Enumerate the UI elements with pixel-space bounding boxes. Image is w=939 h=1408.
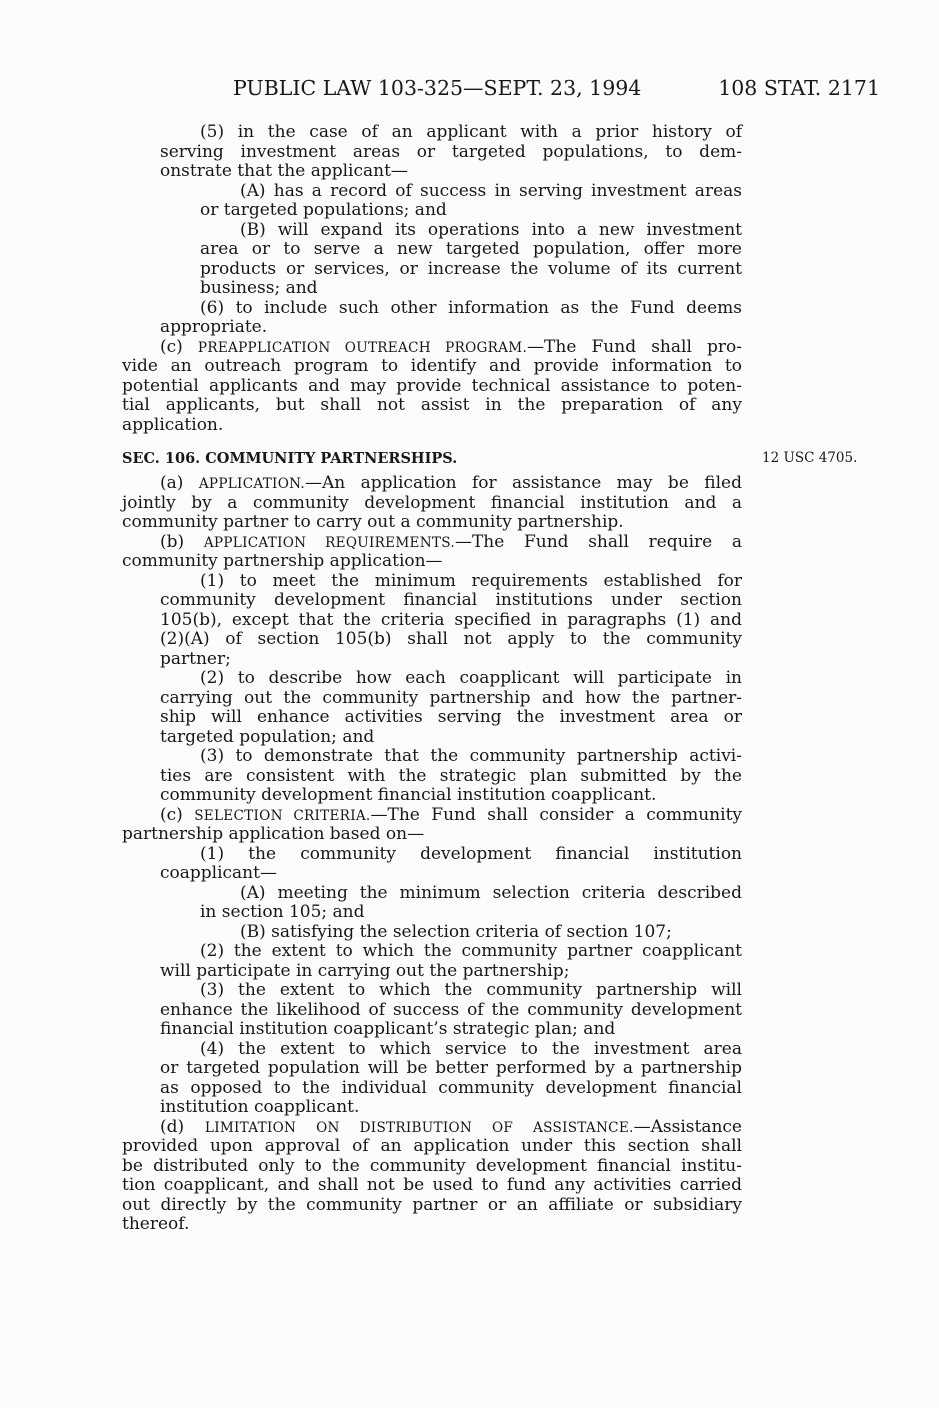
text-run: —Assistance [633, 1116, 742, 1137]
text-line: provided upon approval of an application under this section shall [122, 1136, 742, 1157]
subsection-number: (d) [160, 1116, 185, 1137]
text-run: —An application for assistance may be filed [305, 473, 743, 494]
text-line: thereof. [122, 1214, 190, 1235]
text-line: (4) the extent to which service to the investment area [200, 1038, 742, 1059]
text-line: (1) the community development financial institution [200, 843, 742, 864]
text-line: out directly by the community partner or an affiliate or subsidiary [122, 1194, 742, 1215]
text-line: business; and [200, 278, 318, 298]
text-line: be distributed only to the community development financial institu- [122, 1155, 742, 1176]
text-line: serving investment areas or targeted populations, to dem- [160, 141, 742, 162]
margin-note-usc-citation: 12 USC 4705. [762, 450, 858, 466]
text-line: application. [122, 414, 224, 435]
text-line: will participate in carrying out the partnership; [160, 960, 570, 981]
text-line: (B) will expand its operations into a new investment [240, 219, 742, 240]
text-line: partner; [160, 648, 231, 669]
subsection-number: (c) [160, 804, 183, 825]
text-line: partnership application based on— [122, 824, 425, 845]
text-line: coapplicant— [160, 863, 277, 884]
running-header-page-citation: 108 STAT. 2171 [718, 76, 880, 100]
text-line [122, 533, 742, 553]
text-line: appropriate. [160, 317, 268, 337]
text-line: 105(b), except that the criteria specified in paragraphs (1) and [160, 609, 742, 630]
text-line: in section 105; and [200, 902, 365, 923]
subsection-heading: PREAPPLICATION OUTREACH PROGRAM. [197, 339, 528, 356]
text-line: or targeted populations; and [200, 200, 447, 220]
text-line: financial institution coapplicant’s strategic plan; and [160, 1019, 616, 1040]
text-line [122, 474, 742, 494]
text-line: potential applicants and may provide technical assistance to poten- [122, 375, 742, 396]
section-heading: SEC. 106. COMMUNITY PARTNERSHIPS. [122, 450, 458, 468]
body-text [122, 123, 742, 1235]
running-header-title: PUBLIC LAW 103-325—SEPT. 23, 1994 [233, 76, 642, 100]
subsection-number: (b) [160, 531, 185, 552]
text-line [122, 338, 742, 358]
text-line: area or to serve a new targeted population, offer more [200, 239, 742, 259]
subsection-number: (a) [160, 473, 184, 494]
text-line: (5) in the case of an applicant with a prior history of [200, 122, 742, 142]
text-line: tion coapplicant, and shall not be used to fund any activities carried [122, 1175, 742, 1196]
text-line: (6) to include such other information as the Fund deems [200, 297, 742, 318]
text-line: (2) to describe how each coapplicant will participate in [200, 668, 742, 689]
text-line: jointly by a community development financial institution and a [122, 492, 742, 513]
text-line: products or services, or increase the volume of its current [200, 258, 742, 279]
text-line: (A) meeting the minimum selection criteria described [240, 882, 742, 903]
subsection-heading: LIMITATION ON DISTRIBUTION OF ASSISTANCE. [204, 1119, 634, 1136]
text-line: ship will enhance activities serving the investment area or [160, 707, 742, 728]
subsection-heading: APPLICATION REQUIREMENTS. [203, 534, 455, 551]
text-line: carrying out the community partnership and how the partner- [160, 687, 742, 708]
text-line: as opposed to the individual community development financial [160, 1077, 742, 1098]
text-line: (B) satisfying the selection criteria of section 107; [240, 921, 672, 942]
text-run: —The Fund shall require a [454, 531, 743, 552]
text-line: tial applicants, but shall not assist in the preparation of any [122, 395, 742, 415]
text-line [122, 1118, 742, 1138]
text-line: (2) the extent to which the community partner coapplicant [200, 941, 742, 962]
text-line: vide an outreach program to identify and provide information to [122, 356, 742, 376]
text-line [122, 806, 742, 826]
text-line: or targeted population will be better performed by a partnership [160, 1058, 742, 1079]
text-run: —The Fund shall consider a community [370, 804, 742, 825]
text-line: community partnership application— [122, 551, 443, 572]
text-line: (3) the extent to which the community partnership will [200, 980, 742, 1001]
text-line: enhance the likelihood of success of the community development [160, 999, 742, 1020]
text-line: (2)(A) of section 105(b) shall not apply to the community [160, 629, 742, 650]
subsection-heading: SELECTION CRITERIA. [194, 807, 371, 824]
text-line: (1) to meet the minimum requirements established for [200, 570, 742, 591]
subsection-heading: APPLICATION. [198, 476, 306, 493]
text-line: community development financial institution coapplicant. [160, 785, 657, 806]
text-line: ties are consistent with the strategic plan submitted by the [160, 765, 742, 786]
text-line: community development financial institutions under section [160, 590, 742, 611]
text-line: (3) to demonstrate that the community partnership activi- [200, 746, 742, 767]
text-run: —The Fund shall pro- [527, 336, 743, 357]
text-line: onstrate that the applicant— [160, 161, 408, 181]
text-line: targeted population; and [160, 726, 375, 747]
text-line: (A) has a record of success in serving investment areas [240, 180, 742, 201]
text-line: institution coapplicant. [160, 1097, 360, 1118]
text-line: community partner to carry out a community partnership. [122, 512, 624, 533]
subsection-number: (c) [160, 336, 183, 357]
